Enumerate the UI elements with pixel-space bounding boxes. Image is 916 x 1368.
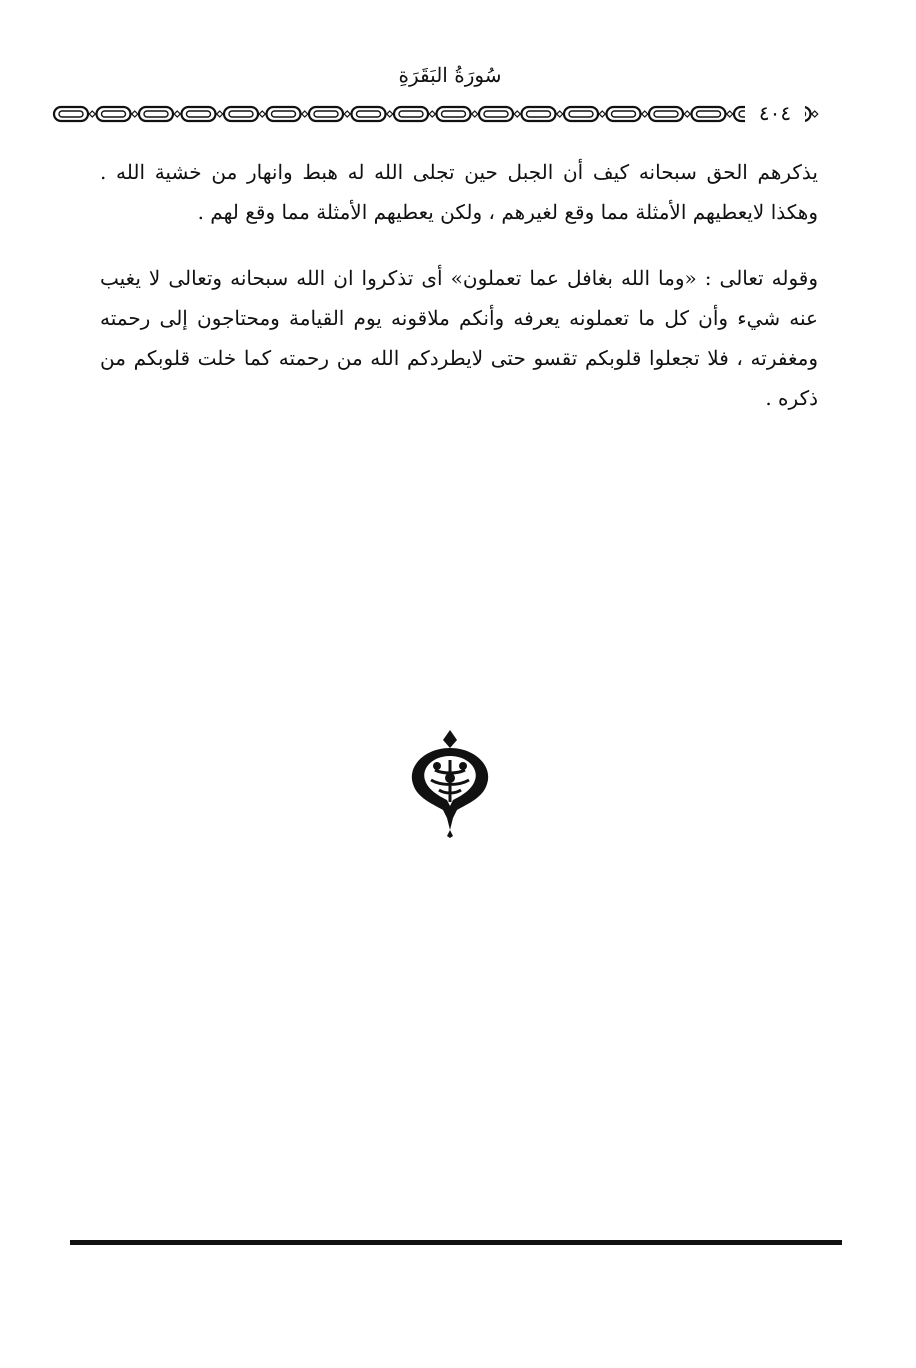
chain-diamond <box>302 111 308 117</box>
chain-link-inner <box>229 111 253 117</box>
chain-diamond <box>642 111 648 117</box>
chain-diamond <box>387 111 393 117</box>
chain-diamond <box>217 111 223 117</box>
paragraph: وقوله تعالى : «وما الله بغافل عما تعملون» أى تذكروا ان الله سبحانه وتعالى لا يغيب عنه شيء وأن كل ما تعملونه يعرفه وأنكم ملاقونه يوم القيامة ومحتاجون إلى رحمته ومغفرته ، فلا تجعلوا قلوبكم تقسو حتى لايطردكم الله من رحمته كما خلت قلوبكم من ذكره . <box>100 266 818 410</box>
chain-link-inner <box>357 111 381 117</box>
chain-link-inner <box>59 111 83 117</box>
floral-finial-ornament-icon <box>405 726 495 838</box>
surah-title: سُورَةُ البَقَرَةِ <box>398 63 502 87</box>
chain-diamond <box>344 111 350 117</box>
chain-diamond <box>684 111 690 117</box>
chain-link-inner <box>442 111 466 117</box>
chain-diamond <box>599 111 605 117</box>
chain-link-inner <box>484 111 508 117</box>
chain-link-inner <box>612 111 636 117</box>
chain-diamond <box>514 111 520 117</box>
chain-link-inner <box>569 111 593 117</box>
chain-ornament-band <box>52 100 838 128</box>
chain-diamond <box>472 111 478 117</box>
footer-rule <box>70 1240 842 1245</box>
chain-diamond <box>727 111 733 117</box>
chain-link-inner <box>399 111 423 117</box>
chain-link-inner <box>697 111 721 117</box>
chain-diamond <box>174 111 180 117</box>
chain-diamond <box>89 111 95 117</box>
chain-link-inner <box>314 111 338 117</box>
chain-diamond <box>132 111 138 117</box>
chain-link-inner <box>187 111 211 117</box>
chain-link-inner <box>527 111 551 117</box>
page-number: ٤٠٤ <box>745 98 805 128</box>
chain-link-inner <box>654 111 678 117</box>
chain-link-inner <box>272 111 296 117</box>
main-text <box>100 152 818 444</box>
chain-diamond <box>259 111 265 117</box>
chain-diamond <box>429 111 435 117</box>
paragraph: يذكرهم الحق سبحانه كيف أن الجبل حين تجلى الله له هبط وانهار من خشية الله . وهكذا لايعطيهم الأمثلة مما وقع لغيرهم ، ولكن يعطيهم الأمثلة مما وقع لهم . <box>100 160 818 224</box>
chain-diamond <box>557 111 563 117</box>
chain-diamond <box>812 111 818 117</box>
chain-link-inner <box>102 111 126 117</box>
chain-link-inner <box>144 111 168 117</box>
